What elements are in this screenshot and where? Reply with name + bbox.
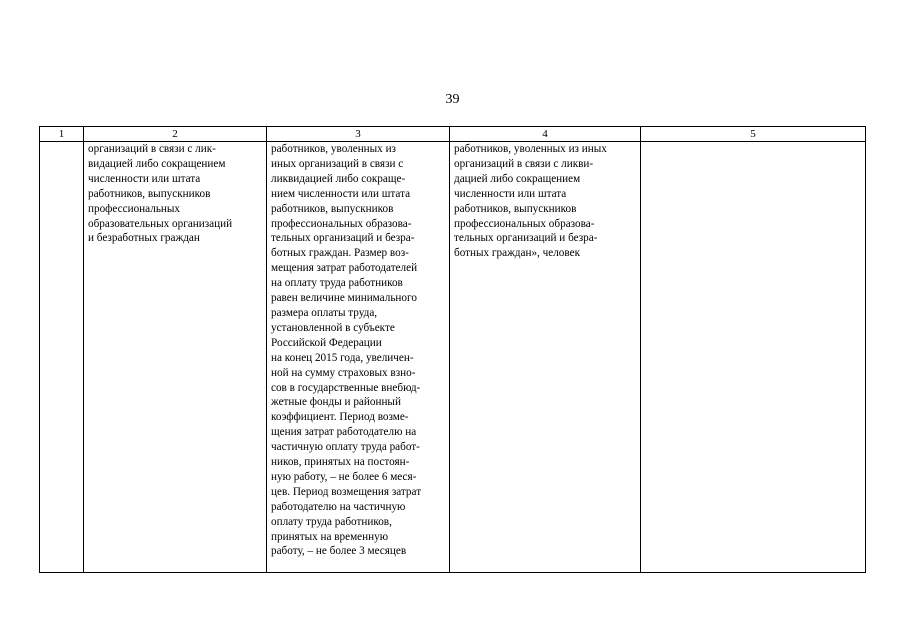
- table-cell-col4: [450, 142, 641, 573]
- cell-text-line: работодателю на частичную: [271, 500, 406, 513]
- cell-text-line: установленной в субъекте: [271, 321, 395, 334]
- cell-text-line: ников, принятых на постоян-: [271, 456, 410, 469]
- cell-text-line: организаций в связи с ликви-: [454, 157, 594, 170]
- cell-text-line: нием численности или штата: [271, 187, 411, 200]
- cell-text-line: видацией либо сокращением: [88, 157, 226, 170]
- cell-text-line: принятых на временную: [271, 530, 389, 543]
- cell-text-line: размера оплаты труда,: [271, 306, 378, 319]
- cell-text-line: коэффициент. Период возме-: [271, 411, 409, 424]
- cell-text-line: равен величине минимального: [271, 292, 417, 305]
- cell-text-line: работу, – не более 3 месяцев: [271, 545, 407, 558]
- cell-text-line: профессиональных образова-: [271, 217, 412, 230]
- table-cell-col5: [641, 142, 866, 573]
- cell-text-line: образовательных организаций: [88, 217, 233, 230]
- cell-text-line: оплату труда работников,: [271, 515, 392, 528]
- cell-text-line: тельных организаций и безра-: [271, 232, 415, 245]
- cell-text-line: организаций в связи с лик-: [88, 143, 216, 155]
- column-header-3: 3: [267, 127, 450, 142]
- cell-text-line: иных организаций в связи с: [271, 157, 404, 170]
- page-number: 39: [445, 92, 460, 107]
- cell-text-line: ной на сумму страховых взно-: [271, 366, 416, 379]
- cell-text-line: и безработных граждан: [88, 232, 200, 245]
- cell-text-line: ликвидацией либо сокраще-: [271, 172, 406, 185]
- cell-text-line: численности или штата: [454, 187, 567, 200]
- cell-text-line: цев. Период возмещения затрат: [271, 485, 422, 498]
- cell-text-line: тельных организаций и безра-: [454, 232, 598, 245]
- cell-text-line: работников, выпускников: [271, 202, 394, 215]
- cell-text-line: ботных граждан. Размер воз-: [271, 247, 409, 260]
- cell-text-line: работников, выпускников: [88, 187, 211, 200]
- cell-text-line: работников, уволенных из иных: [454, 143, 607, 155]
- cell-text-line: сов в государственные внебюд-: [271, 381, 421, 394]
- cell-text-line: профессиональных: [88, 202, 181, 215]
- column-header-5: 5: [641, 127, 866, 142]
- table-cell-col3: [267, 142, 450, 573]
- cell-text-line: на конец 2015 года, увеличен-: [271, 351, 414, 364]
- cell-text-line: работников, выпускников: [454, 202, 577, 215]
- cell-text-line: ботных граждан», человек: [454, 247, 581, 260]
- column-header-2: 2: [84, 127, 267, 142]
- table-cell-col2: [84, 142, 267, 573]
- table-cell-col1: [40, 142, 84, 573]
- cell-text-line: жетные фонды и районный: [271, 396, 401, 409]
- cell-text-line: дацией либо сокращением: [454, 172, 581, 185]
- table-header-row: [40, 127, 866, 142]
- cell-text-line: частичную оплату труда работ-: [271, 441, 420, 454]
- cell-text-line: щения затрат работодателю на: [271, 426, 417, 439]
- cell-text-line: мещения затрат работодателей: [271, 262, 418, 275]
- table-row: [40, 142, 866, 573]
- cell-text-line: ную работу, – не более 6 меся-: [271, 470, 417, 483]
- cell-text-line: на оплату труда работников: [271, 277, 403, 290]
- data-table: [39, 126, 866, 573]
- cell-text-line: численности или штата: [88, 172, 201, 185]
- column-header-1: 1: [40, 127, 84, 142]
- cell-text-line: профессиональных образова-: [454, 217, 595, 230]
- cell-text-line: работников, уволенных из: [271, 143, 396, 155]
- column-header-4: 4: [450, 127, 641, 142]
- cell-text-line: Российской Федерации: [271, 336, 382, 349]
